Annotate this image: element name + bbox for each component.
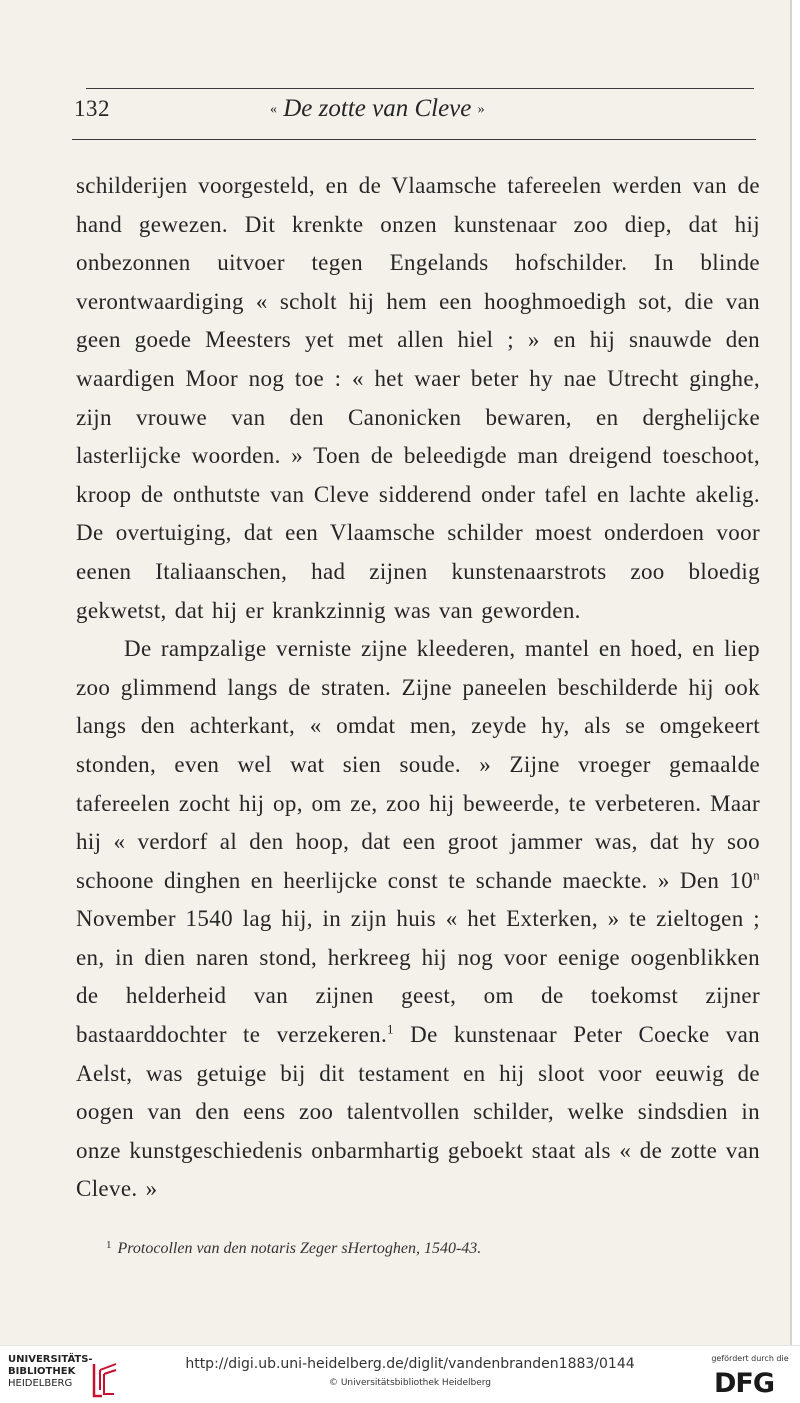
running-head (270, 95, 590, 123)
page-number: 132 (74, 96, 110, 121)
dfg-logo-text: DFG (714, 1368, 775, 1396)
paragraph-2-part-3: De kunstenaar Peter Coecke van Aelst, was getuige bij dit testament en hij sloot voor eeuwig de oogen van den eens zoo talentvollen schilder, welke sindsdien in onze kunstgeschiedenis onbarmhartig geboekt staat als « de zotte van Cleve. » (76, 1022, 760, 1202)
library-mark-icon (90, 1360, 120, 1400)
paragraph-1: schilderijen voorgesteld, en de Vlaamsche tafereelen werden van de hand gewezen. Dit krenkte onzen kunstenaar zoo diep, dat hij onbezonnen uitvoer tegen Engelands hofschilder. In blinde verontwaardiging « scholt hij hem een hooghmoedigh sot, die van geen goede Meesters yet met allen hiel ; » en hij snauwde den waardigen Moor nog toe : « het waer beter hy nae Utrecht ginghe, zijn vrouwe van den Canonicken bewaren, en derghelijcke lasterlijcke woorden. » Toen de beleedigde man dreigend toeschoot, kroop de onthutste van Cleve sidderend onder tafel en lachte akelig. De overtuiging, dat een Vlaamsche schilder moest onderdoen voor eenen Italiaanschen, had zijnen kunstenaarstrots zoo bloedig gekwetst, dat hij er krankzinnig was van geworden. (76, 173, 760, 623)
footnote-marker: 1 (106, 1239, 112, 1251)
footer-bar (0, 1345, 800, 1403)
header-rule (72, 139, 756, 140)
library-line-2: BIBLIOTHEK (8, 1366, 76, 1377)
running-head-title: De zotte van Cleve (283, 95, 472, 122)
copyright-note: © Universitätsbibliothek Heidelberg (328, 1378, 491, 1388)
paragraph-2-part-1: De rampzalige verniste zijne kleederen, mantel en hoed, en liep zoo glimmend langs de straten. Zijne paneelen beschilderde hij ook langs den achterkant, « omdat men, zeyde hy, als se omgekeert stonden, even wel wat sien soude. » Zijne vroeger gemaalde tafereelen zocht hij op, om ze, zoo hij beweerde, te verbeteren. Maar hij « verdorf al den hoop, dat een groot jammer was, dat hy soo schoone dinghen en heerlijcke const te schande maeckte. » Den 10 (76, 636, 760, 893)
footnote (106, 1239, 726, 1258)
library-logo[interactable] (8, 1354, 118, 1398)
body-text (76, 167, 760, 1209)
footnote-reference[interactable]: 1 (387, 1021, 394, 1037)
library-line-3: HEIDELBERG (8, 1378, 73, 1389)
paragraph-2 (76, 630, 760, 1209)
dfg-logo-icon[interactable] (714, 1368, 788, 1396)
page-edge (790, 0, 792, 1345)
running-head-close-quote: » (477, 102, 485, 117)
permalink-url[interactable]: http://digi.ub.uni-heidelberg.de/diglit/vandenbranden1883/0144 (185, 1356, 635, 1372)
running-head-open-quote: « (270, 102, 277, 117)
ordinal-suffix: n (753, 867, 760, 883)
footnote-text: Protocollen van den notaris Zeger sHertoghen, 1540-43. (117, 1240, 482, 1257)
funder-note: gefördert durch die (711, 1354, 789, 1363)
library-line-1: UNIVERSITÄTS- (8, 1354, 93, 1365)
paragraph-2-part-2: November 1540 lag hij, in zijn huis « het Exterken, » te zieltogen ; en, in dien naren stond, herkreeg hij nog voor eenige oogenblikken de helderheid van zijnen geest, om de toekomst zijner bastaarddochter te verzekeren. (76, 906, 760, 1048)
top-rule (86, 88, 754, 89)
